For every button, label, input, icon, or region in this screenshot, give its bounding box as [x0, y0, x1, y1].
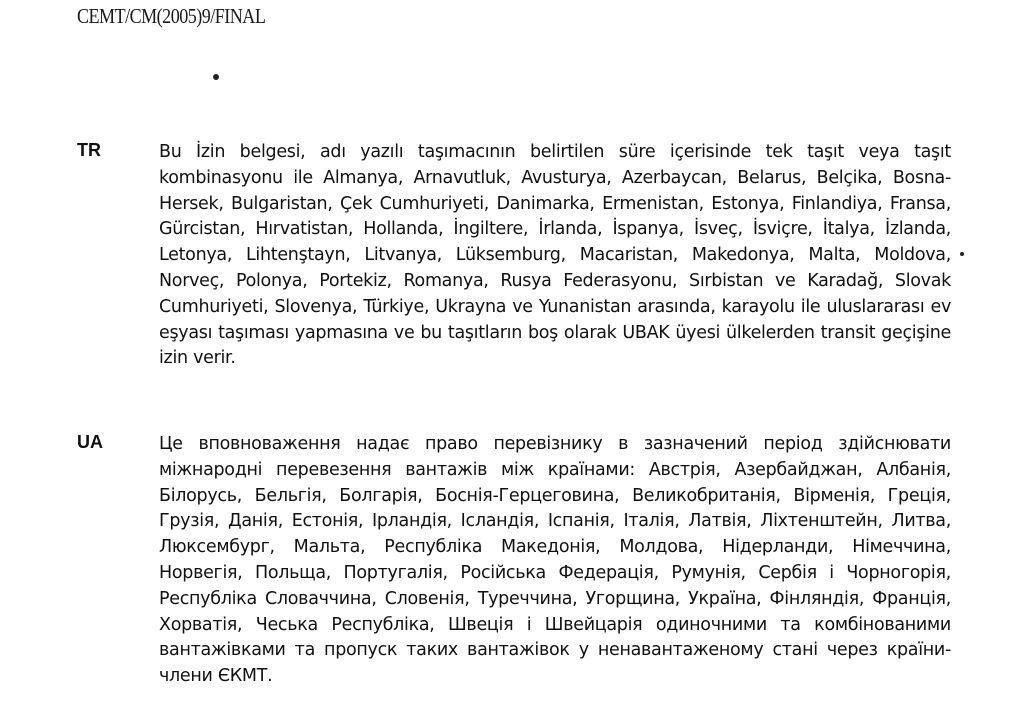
- bleed-through-mark: [560, 32, 600, 42]
- scan-speck: [960, 252, 964, 256]
- language-code: TR: [77, 140, 101, 160]
- entry-text: Bu İzin belgesi, adı yazılı taşımacının belirtilen süre içerisinde tek taşıt veya taşıt kombinasyonu ile Almanya, Arnavutluk, Avusturya, Azerbaycan, Belarus, Belçika, Bosna-Hersek, Bulgaristan, Çek Cumhuriyeti, Danimarka, Ermenistan, Estonya, Finlandiya, Fransa, Gürcistan, Hırvatistan, Hollanda, İngiltere, İrlanda, İspanya, İsveç, İsviçre, İtalya, İzlanda, Letonya, Lihtenştayn, Litvanya, Lüksemburg, Macaristan, Makedonya, Malta, Moldova, Norveç, Polonya, Portekiz, Romanya, Rusya Federasyonu, Sırbistan ve Karadağ, Slovak Cumhuriyeti, Slovenya, Türkiye, Ukrayna ve Yunanistan arasında, karayolu ile uluslararası ev eşyası taşıması yapmasına ve bu taşıtların boş olarak UBAK üyesi ülkelerden transit geçişine izin verir.: [159, 142, 951, 369]
- entry-text: Це вповноваження надає право перевізнику в зазначений період здійснювати міжнародні перевезення вантажів між країнами: Австрія, Азербайджан, Албанія, Білорусь, Бельгія, Болгарія, Боснія-Герцеговина, Великобританія, Вірменія, Греція, Грузія, Данія, Естонія, Ірландія, Ісландія, Іспанія, Італія, Латвія, Ліхтенштейн, Литва, Люксембург, Мальта, Республіка Македонія, Молдова, Нідерланди, Німеччина, Норвегія, Польща, Португалія, Російська Федерація, Румунія, Сербія і Чорногорія, Республіка Словаччина, Словенія, Туреччина, Угорщина, Україна, Фінляндія, Франція, Хорватія, Чеська Республіка, Швеція і Швейцарія одиночними та комбінованими вантажівками та пропуск таких вантажівок у ненавантаженому стані через країни-члени ЄКМТ.: [159, 434, 951, 687]
- scan-speck: [213, 74, 219, 80]
- bleed-through-mark: [300, 92, 420, 102]
- document-reference: CEMT/CM(2005)9/FINAL: [77, 4, 266, 28]
- language-code: UA: [77, 432, 103, 452]
